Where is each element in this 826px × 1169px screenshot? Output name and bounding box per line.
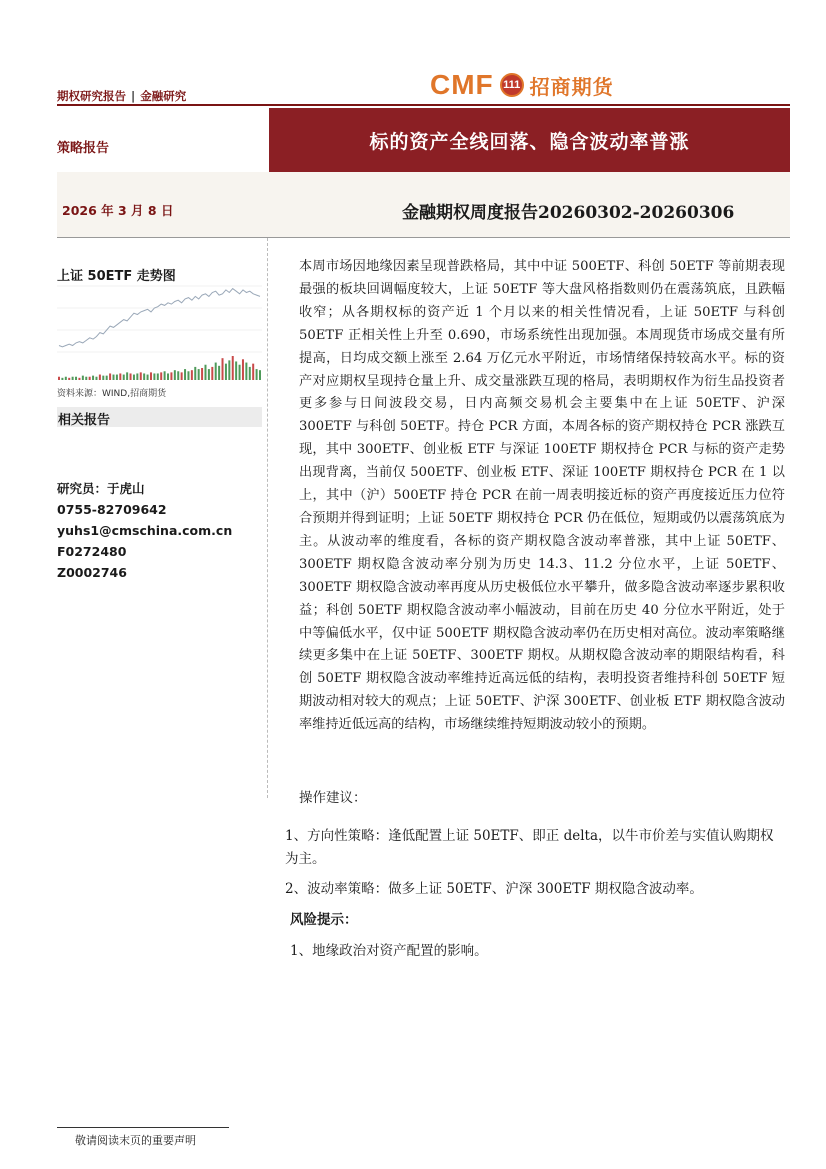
chart-volume-bar: [99, 375, 101, 380]
chart-volume-bar: [242, 359, 244, 380]
analyst-name: 研究员：于虎山: [57, 481, 145, 496]
chart-volume-bar: [167, 373, 169, 380]
chart-volume-bar: [211, 367, 213, 380]
logo-brand: CMF: [430, 69, 494, 100]
chart-volume-bar: [147, 375, 149, 380]
chart-volume-bar: [109, 373, 111, 380]
chart-volume-bar: [218, 366, 220, 380]
chart-volume-bar: [82, 376, 84, 380]
chart-volume-bar: [170, 372, 172, 380]
report-subtitle: 金融期权周度报告20260302-20260306: [402, 203, 735, 223]
header-category: 期权研究报告 | 金融研究: [57, 89, 187, 103]
chart-volume-bar: [113, 375, 115, 380]
report-date: 2026 年 3 月 8 日: [62, 203, 174, 218]
risk-item: 1、地缘政治对资产配置的影响。: [290, 943, 488, 959]
chart-volume-bar: [136, 373, 138, 380]
chart-volume-bar: [126, 372, 128, 380]
chart-volume-bar: [164, 371, 166, 380]
chart-volume-bar: [184, 369, 186, 380]
chart-volume-bar: [194, 367, 196, 380]
chart-price-line: [59, 289, 260, 347]
chart-volume-bar: [177, 371, 179, 380]
chart-volume-bar: [72, 377, 74, 380]
chart-volume-bar: [181, 372, 183, 380]
analyst-email[interactable]: yuhs1@cmschina.com.cn: [57, 523, 233, 538]
company-logo: [430, 68, 614, 102]
chart-title: 上证 50ETF 走势图: [57, 269, 176, 284]
summary-body: [299, 256, 785, 737]
chart-volume-bar: [225, 364, 227, 380]
analyst-license-z: Z0002746: [57, 565, 127, 580]
logo-name: 招商期货: [529, 74, 614, 99]
chart-volume-bar: [140, 372, 142, 380]
chart-volume-bar: [58, 377, 60, 380]
chart-volume-bar: [123, 375, 125, 380]
footer-disclaimer: 敬请阅读末页的重要声明: [75, 1134, 196, 1147]
chart-volume-bar: [160, 372, 162, 380]
chart-volume-bar: [89, 377, 91, 380]
index-chart: [57, 282, 262, 384]
chart-volume-bar: [133, 375, 135, 380]
chart-volume-bar: [228, 360, 230, 380]
chart-volume-bar: [95, 377, 97, 380]
chart-volume-bar: [191, 370, 193, 380]
chart-volume-bar: [252, 364, 254, 380]
chart-volume-bar: [102, 376, 104, 380]
chart-volume-bar: [85, 377, 87, 380]
chart-volume-bar: [78, 378, 80, 380]
suggestion-directional: 1、方向性策略：逢低配置上证 50ETF、即正 delta，以牛市价差与实值认购期权为主。: [285, 828, 774, 867]
analyst-license-f: F0272480: [57, 544, 127, 559]
analyst-info: [57, 478, 232, 583]
section-divider: [57, 237, 790, 238]
chart-source: 资料来源：WIND,招商期货: [57, 389, 167, 399]
chart-volume-bar: [222, 358, 224, 380]
chart-volume-bar: [65, 377, 67, 380]
chart-volume-bar: [232, 356, 234, 380]
related-reports-heading: 相关报告: [58, 413, 111, 428]
chart-volume-bar: [130, 373, 132, 380]
chart-volume-bar: [174, 370, 176, 380]
chart-volume-bar: [157, 373, 159, 380]
chart-volume-bar: [198, 369, 200, 380]
chart-volume-bar: [68, 378, 70, 380]
footer-rule: [57, 1127, 229, 1128]
chart-volume-bar: [235, 361, 237, 380]
report-title: 标的资产全线回落、隐含波动率普涨: [369, 130, 690, 153]
chart-svg: [57, 282, 262, 384]
chart-volume-bar: [204, 365, 206, 380]
chart-volume-bar: [150, 372, 152, 380]
analyst-phone: 0755-82709642: [57, 502, 167, 517]
summary-paragraph: 本周市场因地缘因素呈现普跌格局，其中中证 500ETF、科创 50ETF 等前期表现最强的板块回调幅度较大，上证 50ETF 等大盘风格指数则仍在震荡筑底，且跌幅收窄；从各期权标的资产近 1 个月以来的相关性情况看，上证 50ETF 与科创 50ETF 正相关性上升至 0.690，市场系统性出现加强。本周现货市场成交量有所提高，日均成交额上涨至 2.64 万亿元水平附近，市场情绪保持较高水平。标的资产对应期权呈现持仓量上升、成交量涨跌互现的格局，表明期权作为衍生品投资者更多参与日间波段交易，日内高频交易机会主要集中在上证 50ETF、沪深 300ETF 与科创 50ETF。持仓 PCR 方面，本周各标的资产期权持仓 PCR 涨跌互现，其中 300ETF、创业板 ETF 与深证 100ETF 期权持仓 PCR 与标的资产走势出现背离，当前仅 500ETF、创业板 ETF、深证 100ETF 期权持仓 PCR 在 1 以上，其中（沪）500ETF 持仓 PCR 在前一周表明接近标的资产再度接近压力位符合预期并得到证明；上证 50ETF 期权持仓 PCR 仍在低位，短期或仍以震荡筑底为主。从波动率的维度看，各标的资产期权隐含波动率普涨，其中上证 50ETF、300ETF 期权隐含波动率分别为历史 14.3、11.2 分位水平，上证 50ETF、300ETF 期权隐含波动率再度从历史极低位水平攀升，做多隐含波动率逐步累积收益；科创 50ETF 期权隐含波动率小幅波动，目前在历史 40 分位水平附近，处于中等偏低水平，仅中证 500ETF 期权隐含波动率仍在历史相对高位。波动率策略继续更多集中在上证 50ETF、300ETF 期权。从期权隐含波动率的期限结构看，科创 50ETF 期权隐含波动率维持近高远低的结构，表明投资者维持科创 50ETF 短期波动相对较大的观点；上证 50ETF、沪深 300ETF、创业板 ETF 期权隐含波动率维持近低远高的结构，市场继续维持短期波动较小的预期。: [299, 259, 785, 733]
chart-volume-bar: [201, 368, 203, 380]
ops-heading: 操作建议：: [299, 790, 367, 806]
chart-volume-bar: [143, 373, 145, 380]
report-type: 策略报告: [57, 141, 110, 156]
chart-volume-bar: [153, 373, 155, 380]
column-divider: [267, 238, 268, 798]
chart-volume-bar: [116, 375, 118, 380]
chart-volume-bar: [106, 376, 108, 380]
suggestion-volatility: 2、波动率策略：做多上证 50ETF、沪深 300ETF 期权隐含波动率。: [285, 881, 703, 897]
chart-volume-bar: [92, 376, 94, 380]
risk-heading: 风险提示：: [290, 912, 358, 928]
chart-volume-bar: [75, 377, 77, 380]
chart-volume-bar: [61, 378, 63, 380]
logo-badge-icon: 111: [500, 73, 524, 97]
chart-volume-bar: [119, 373, 121, 380]
chart-volume-bar: [239, 365, 241, 380]
chart-volume-bar: [215, 363, 217, 380]
chart-volume-bar: [256, 369, 258, 380]
chart-volume-bar: [249, 367, 251, 380]
chart-volume-bar: [187, 371, 189, 380]
chart-volume-bar: [245, 363, 247, 380]
chart-volume-bar: [208, 369, 210, 380]
chart-volume-bar: [259, 370, 261, 380]
header-rule: [57, 104, 790, 106]
